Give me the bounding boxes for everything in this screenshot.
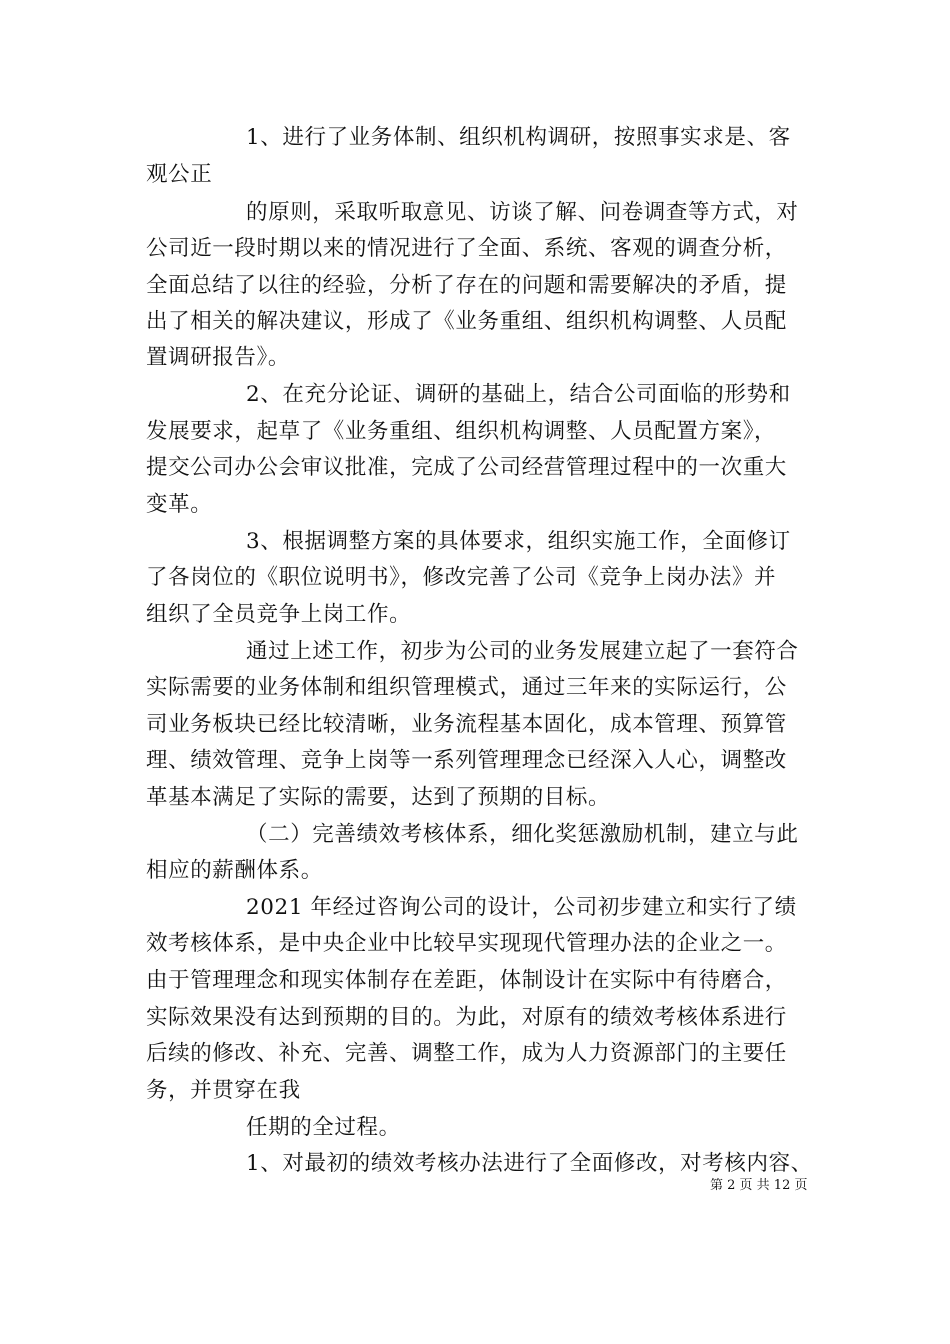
text-line: 后续的修改、补充、完善、调整工作，成为人力资源部门的主要任 bbox=[146, 1041, 787, 1066]
text-line: 任期的全过程。 bbox=[246, 1115, 401, 1140]
text-line: 的原则，采取听取意见、访谈了解、问卷调查等方式，对 bbox=[246, 200, 799, 225]
text-line: 观公正 bbox=[146, 162, 213, 187]
text-line: 革基本满足了实际的需要，达到了预期的目标。 bbox=[146, 785, 611, 810]
text-line: 3、根据调整方案的具体要求，组织实施工作，全面修订 bbox=[246, 529, 791, 554]
text-line: 了各岗位的《职位说明书》，修改完善了公司《竞争上岗办法》并 bbox=[146, 565, 777, 590]
text-line: 实际需要的业务体制和组织管理模式，通过三年来的实际运行，公 bbox=[146, 675, 787, 700]
text-line: （二）完善绩效考核体系，细化奖惩激励机制，建立与此 bbox=[246, 822, 799, 847]
text-line: 通过上述工作，初步为公司的业务发展建立起了一套符合 bbox=[246, 639, 799, 664]
text-line: 1、对最初的绩效考核办法进行了全面修改，对考核内容、 bbox=[246, 1151, 813, 1176]
text-line: 司业务板块已经比较清晰，业务流程基本固化，成本管理、预算管 bbox=[146, 712, 787, 737]
text-line: 全面总结了以往的经验，分析了存在的问题和需要解决的矛盾，提 bbox=[146, 273, 787, 298]
text-line: 务，并贯穿在我 bbox=[146, 1078, 301, 1103]
text-line: 2021 年经过咨询公司的设计，公司初步建立和实行了绩 bbox=[246, 895, 797, 920]
text-line: 组织了全员竞争上岗工作。 bbox=[146, 602, 412, 627]
text-line: 2、在充分论证、调研的基础上，结合公司面临的形势和 bbox=[246, 382, 791, 407]
text-line: 效考核体系，是中央企业中比较早实现现代管理办法的企业之一。 bbox=[146, 931, 787, 956]
text-line: 发展要求，起草了《业务重组、组织机构调整、人员配置方案》， bbox=[146, 419, 777, 444]
text-line: 公司近一段时期以来的情况进行了全面、系统、客观的调查分析， bbox=[146, 236, 787, 261]
text-line: 相应的薪酬体系。 bbox=[146, 858, 323, 883]
text-line: 提交公司办公会审议批准，完成了公司经营管理过程中的一次重大 bbox=[146, 455, 787, 480]
text-line: 由于管理理念和现实体制存在差距，体制设计在实际中有待磨合， bbox=[146, 968, 787, 993]
text-line: 实际效果没有达到预期的目的。为此，对原有的绩效考核体系进行 bbox=[146, 1005, 787, 1030]
text-line: 变革。 bbox=[146, 492, 213, 517]
text-line: 出了相关的解决建议，形成了《业务重组、组织机构调整、人员配 bbox=[146, 309, 787, 334]
text-line: 1、进行了业务体制、组织机构调研，按照事实求是、客 bbox=[246, 125, 791, 150]
text-line: 理、绩效管理、竞争上岗等一系列管理理念已经深入人心，调整改 bbox=[146, 748, 787, 773]
text-line: 置调研报告》。 bbox=[146, 345, 290, 370]
page-number-footer: 第 2 页 共 12 页 bbox=[710, 1178, 808, 1193]
